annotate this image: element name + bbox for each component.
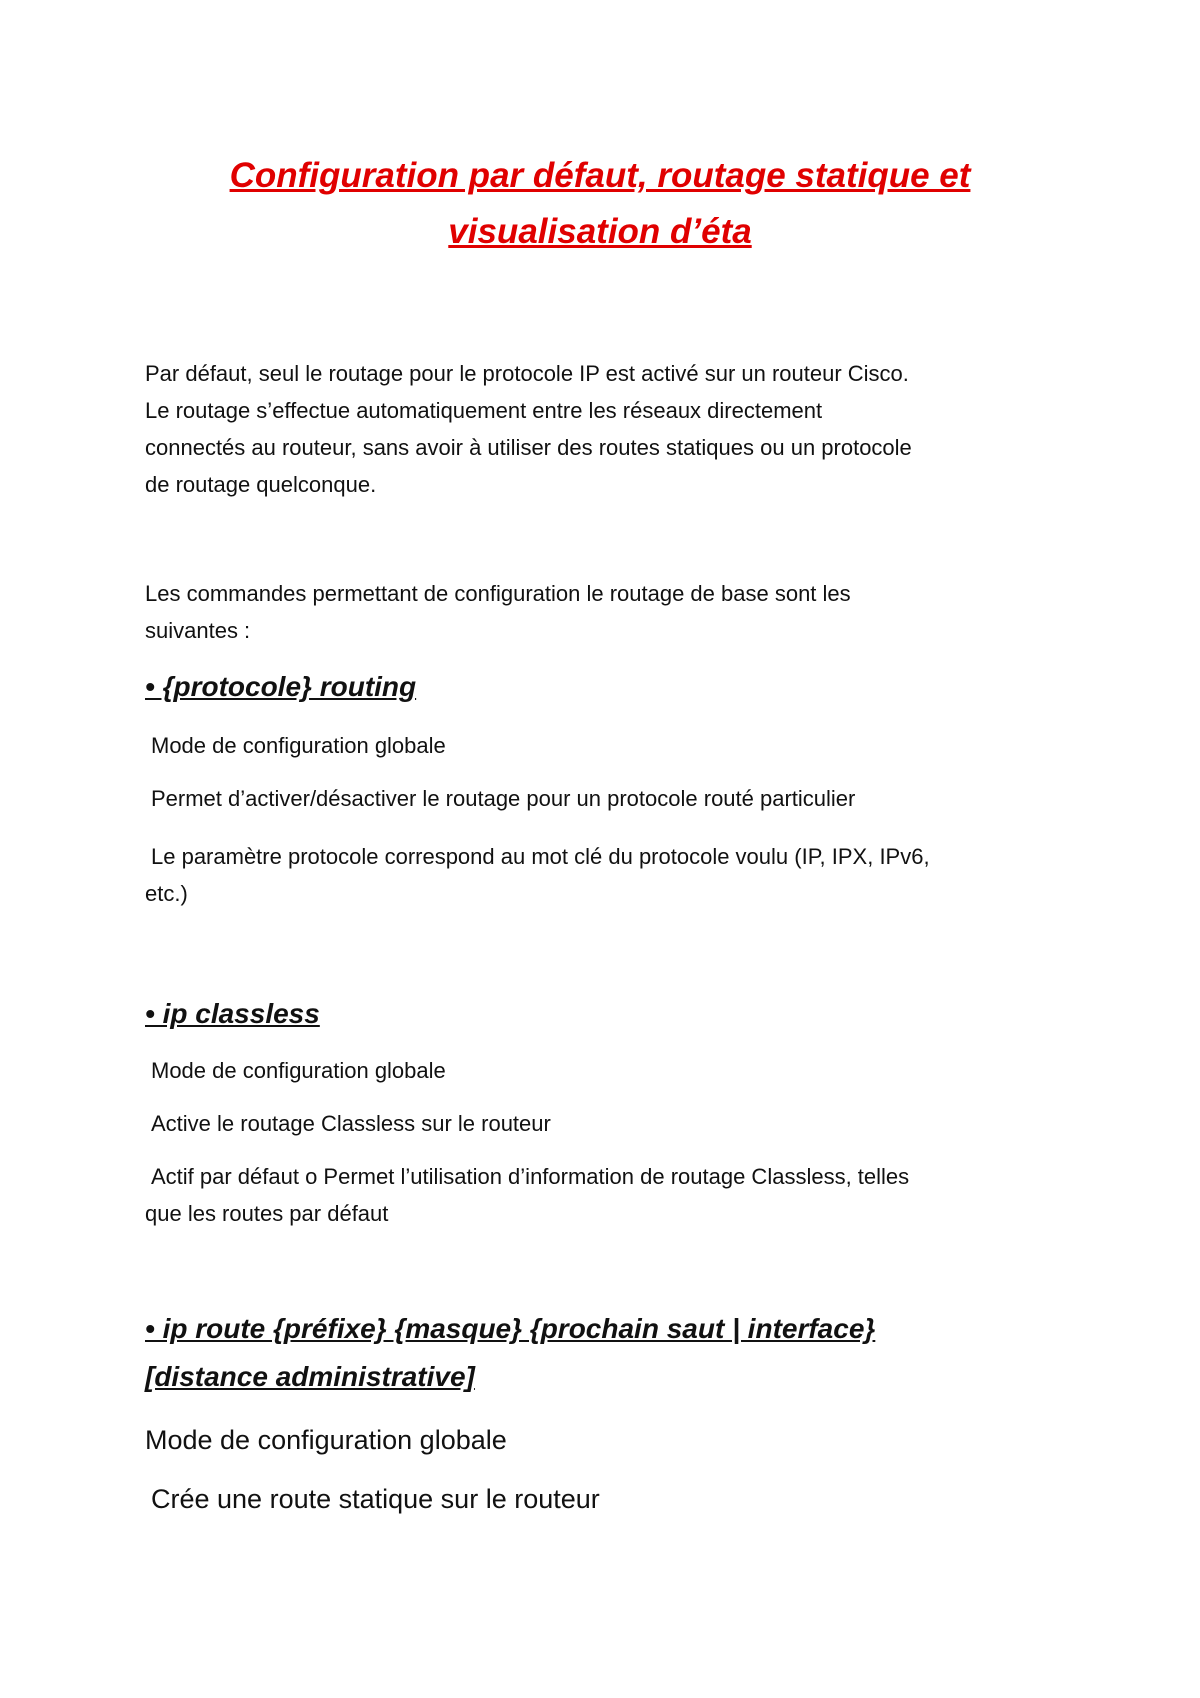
title-line-2: visualisation d’éta	[448, 212, 752, 251]
section-body-line: Mode de configuration globale	[151, 1058, 446, 1083]
intro-line: Le routage s’effectue automatiquement entre les réseaux directement	[145, 398, 823, 423]
section-body-line: Le paramètre protocole correspond au mot clé du protocole voulu (IP, IPX, IPv6,	[151, 844, 930, 869]
commands-intro-line: Les commandes permettant de configuration le routage de base sont les	[145, 581, 851, 606]
heading-line: • ip classless	[145, 998, 320, 1029]
intro-paragraph	[145, 355, 1075, 503]
section-body-line: Permet d’activer/désactiver le routage pour un protocole routé particulier	[151, 786, 856, 811]
section-body-line: Mode de configuration globale	[151, 733, 446, 758]
commands-intro-line: suivantes :	[145, 618, 251, 643]
section-body-line: etc.)	[145, 881, 188, 906]
section-body-line: Actif par défaut o Permet l’utilisation d’information de routage Classless, telles	[151, 1164, 910, 1189]
section-body-line: Mode de configuration globale	[145, 1425, 507, 1455]
intro-line: connectés au routeur, sans avoir à utiliser des routes statiques ou un protocole	[145, 435, 912, 460]
section-heading-protocole-routing	[145, 663, 1075, 711]
section-heading-ip-classless	[145, 990, 1075, 1038]
section-body-line: Active le routage Classless sur le routeur	[151, 1111, 551, 1136]
heading-line: [distance administrative]	[145, 1361, 475, 1392]
heading-line: • {protocole} routing	[145, 671, 417, 702]
section-body-line: Crée une route statique sur le routeur	[151, 1484, 600, 1514]
title-line-1: Configuration par défaut, routage statique et	[229, 156, 971, 195]
section-heading-ip-route	[145, 1305, 1075, 1401]
section-body-line: que les routes par défaut	[145, 1201, 389, 1226]
commands-intro-paragraph	[145, 575, 1075, 649]
intro-line: Par défaut, seul le routage pour le protocole IP est activé sur un routeur Cisco.	[145, 361, 909, 386]
document-title	[120, 148, 1080, 260]
heading-line: • ip route {préfixe} {masque} {prochain saut | interface}	[145, 1313, 876, 1344]
intro-line: de routage quelconque.	[145, 472, 377, 497]
